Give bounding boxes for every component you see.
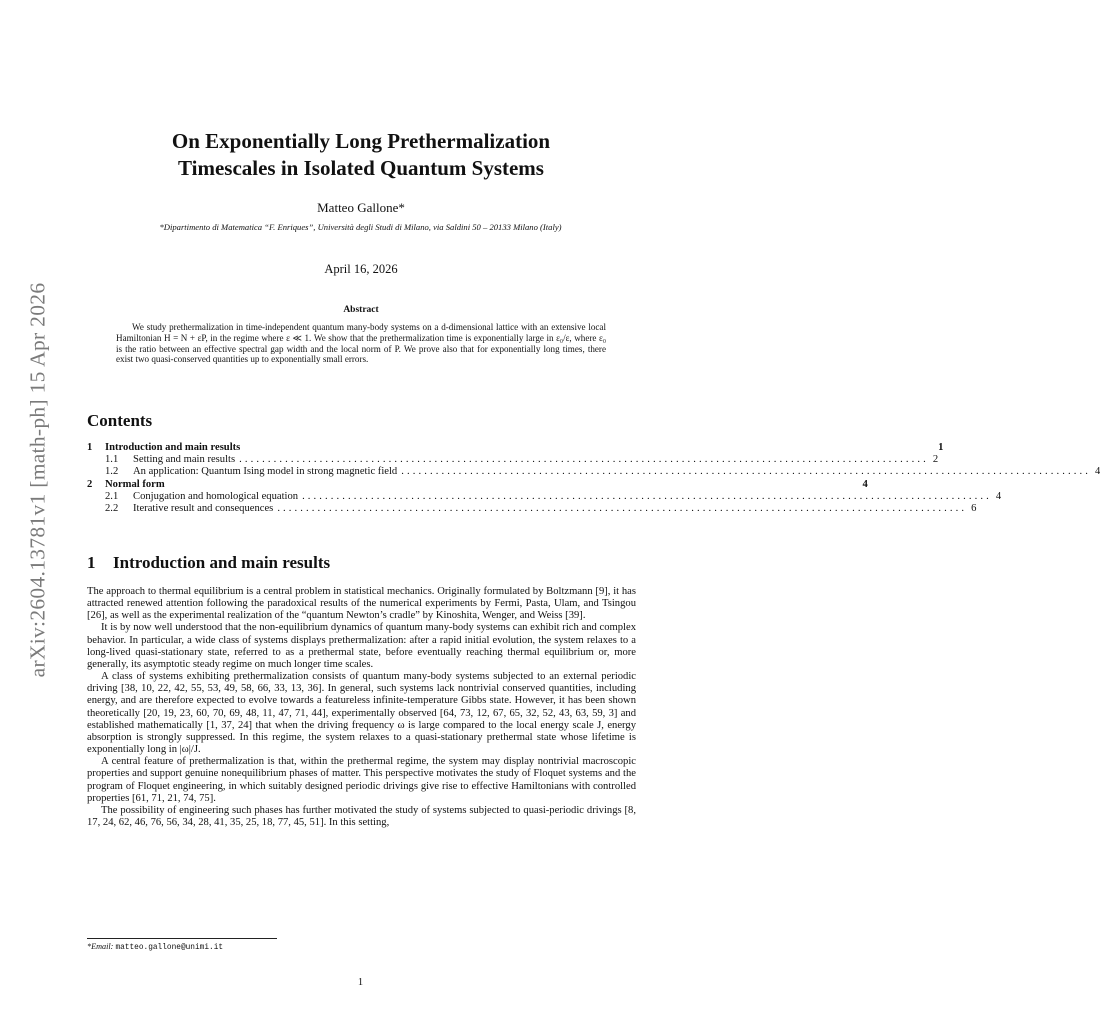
toc-entry-label: Conjugation and homological equation (133, 490, 299, 502)
toc-entry[interactable] (87, 454, 939, 466)
toc-entry[interactable] (87, 466, 1100, 478)
page-number: 1 (357, 977, 364, 988)
toc-leader-dots: ........................................................................................................................ (239, 454, 929, 466)
toc-entry-page: 4 (1095, 466, 1100, 478)
body-paragraph: The approach to thermal equilibrium is a central problem in statistical mechanics. Originally formulated by Boltzmann [9], it has attracted renewed attention following the paradoxical results of the numerical experiments by Fermi, Pasta, Ulam, and Tsingou [26], as well as the experimental realization of the “quantum Newton’s cradle” by Kinoshita, Wenger, and Weiss [39]. (87, 586, 636, 622)
contents-heading: Contents (87, 411, 153, 430)
section-heading (87, 553, 330, 573)
toc-entry-label: Iterative result and consequences (133, 502, 274, 514)
toc-entry-number: 1.1 (105, 454, 119, 466)
footnote-email[interactable]: matteo.gallone@unimi.it (115, 944, 224, 952)
body-paragraph: The possibility of engineering such phases has further motivated the study of systems subjected to quasi-periodic drivings [8, 17, 24, 62, 46, 76, 56, 34, 28, 41, 35, 25, 18, 77, 45, 51]. In this setting, (87, 804, 636, 828)
abstract-heading: Abstract (343, 305, 379, 315)
arxiv-identifier: arXiv:2604.13781v1 [math-ph] 15 Apr 2026 (25, 282, 50, 678)
toc-entry-number: 1 (87, 442, 93, 453)
section-number: 1 (87, 553, 96, 572)
toc-entry-page: 6 (971, 502, 977, 514)
toc-entry[interactable] (87, 502, 977, 515)
paper-title (87, 128, 635, 182)
paper-date: April 16, 2026 (324, 262, 398, 276)
toc-leader-dots: ........................................................................................................................ (302, 490, 992, 502)
abstract-text: We study prethermalization in time-independent quantum many-body systems on a d-dimensional lattice with an extensive local Hamiltonian H = N + εP, in the regime where ε ≪ 1. We show that the prethermalization time is exponentially large in ε₀/ε, where ε₀ is the ratio between an effective spectral gap width and the local norm of P. We prove also that for exponentially long times, there exist two quasi-conserved quantities up to exponentially small errors. (116, 322, 606, 365)
toc-entry-number: 1.2 (105, 466, 119, 478)
toc-entry-number: 2.1 (105, 490, 119, 502)
table-of-contents (87, 442, 1100, 515)
toc-leader-dots: ........................................................................................................................ (401, 466, 1092, 478)
toc-entry[interactable] (87, 478, 868, 491)
toc-entry-page: 1 (938, 442, 944, 453)
footnote-label: *Email: (87, 942, 114, 951)
toc-entry-number: 2.2 (105, 502, 119, 514)
toc-entry-number: 2 (87, 478, 93, 490)
toc-entry-page: 4 (862, 478, 868, 490)
toc-entry[interactable] (87, 490, 1002, 503)
footnote-rule (87, 938, 277, 939)
toc-leader-dots: ........................................................................................................................ (277, 502, 968, 514)
arxiv-sidebar (18, 282, 58, 678)
body-paragraph: A central feature of prethermalization is that, within the prethermal regime, the system may display nontrivial macroscopic properties and support genuine nonequilibrium phases of matter. This perspective motivates the study of Floquet systems and the program of Floquet engineering, in which suitably designed periodic drivings give rise to effective Hamiltonians with controlled properties [61, 71, 21, 74, 75]. (87, 756, 636, 804)
toc-entry-page: 2 (932, 454, 939, 466)
author-affiliation: *Dipartimento di Matematica “F. Enriques”, Università degli Studi di Milano, via Saldini 50 – 20133 Milano (Italy) (159, 222, 562, 232)
author-name: Matteo Gallone* (317, 200, 405, 215)
section-title: Introduction and main results (113, 553, 331, 572)
toc-entry-label: Setting and main results (133, 454, 236, 466)
toc-entry-label: Normal form (105, 478, 165, 490)
title-line-1: On Exponentially Long Prethermalization (171, 129, 551, 153)
toc-entry[interactable] (87, 442, 944, 454)
toc-entry-page: 4 (995, 490, 1002, 502)
abstract-body (116, 322, 606, 365)
toc-entry-label: Introduction and main results (105, 442, 241, 453)
body-paragraph: It is by now well understood that the non-equilibrium dynamics of quantum many-body systems can exhibit rich and complex behavior. In particular, a wide class of systems displays prethermalization: after a rapid initial evolution, the system relaxes to a long-lived quasi-stationary state, referred to as a prethermal state, before eventually reaching thermal equilibrium or, more generally, its asymptotic steady regime on much longer time scales. (87, 622, 636, 670)
footnote (87, 942, 223, 952)
title-line-2: Timescales in Isolated Quantum Systems (178, 156, 544, 180)
section-body (87, 586, 636, 829)
body-paragraph: A class of systems exhibiting prethermalization consists of quantum many-body systems subjected to an external periodic driving [38, 10, 22, 42, 55, 53, 49, 58, 66, 33, 13, 36]. In general, such systems lack nontrivial conserved quantities, including energy, and are therefore expected to evolve towards a featureless infinite-temperature Gibbs state. However, it has been shown theoretically [20, 19, 23, 60, 70, 69, 48, 11, 47, 71, 44], experimentally observed [64, 73, 12, 67, 65, 32, 52, 43, 63, 59, 3] and established mathematically [1, 37, 24] that when the driving frequency ω is large compared to the local energy scale J, energy absorption is strongly suppressed. In this regime, the system relaxes to a quasi-stationary prethermal state whose lifetime is exponentially long in |ω|/J. (87, 671, 636, 756)
toc-entry-label: An application: Quantum Ising model in strong magnetic field (133, 466, 398, 478)
